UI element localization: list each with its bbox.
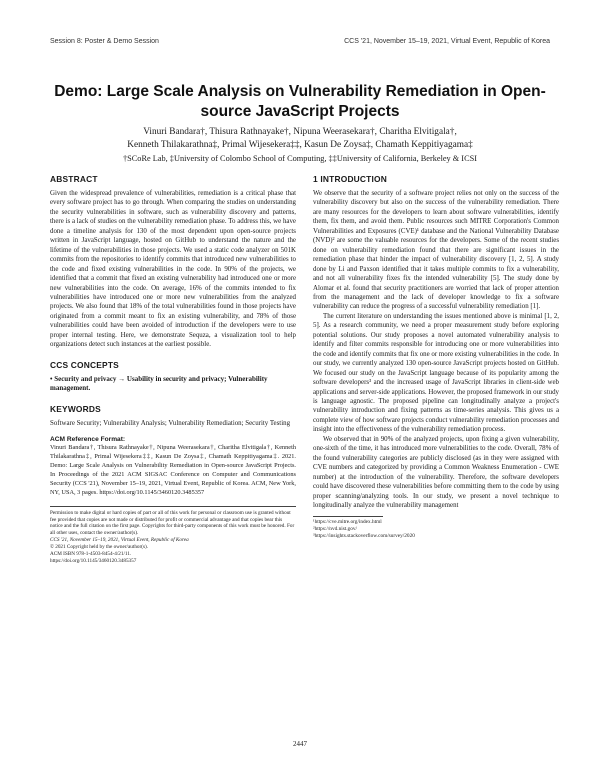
running-header-right: CCS '21, November 15–19, 2021, Virtual Event, Republic of Korea (344, 38, 550, 45)
author-line-1: Vinuri Bandara†, Thisura Rathnayake†, Nipuna Weerasekara†, Charitha Elvitigala†, (143, 127, 457, 137)
author-block (40, 126, 560, 165)
footnote-2[interactable]: ²https://nvd.nist.gov/ (313, 526, 357, 533)
permission-isbn: ACM ISBN 978-1-4503-8454-4/21/11. (50, 551, 132, 558)
permission-doi[interactable]: https://doi.org/10.1145/3460120.3485357 (50, 557, 137, 564)
introduction-paragraph-3: We observed that in 90% of the analyzed projects, upon fixing a given vulnerability, one-sixth of the time, it has introduced more vulnerabilities to the code. Overall, 78% of the found vulnerability categories are publicly disclosed (as in they were assigned with CVE numbers and categorized by providing a Common Weakness Enumeration - CWE number) at the introduction of the vulnerability. Therefore, the software developers could have discovered these vulnerabilities before committing them to the code by using proper scanning/analyzing tools. In our study, we present a novel technique to longitudinally analyze the vulnerability management (313, 435, 559, 509)
introduction-paragraph-2: The current literature on understanding the issues mentioned above is minimal [1, 2, 5]. As a research community, we need a proper measurement study before exploring potential solutions. Our study proposes a novel automated vulnerability analysis to identify and filter commits responsible for introducing one or more vulnerabilities into the code and identify commits that fix one or more existing vulnerabilities in the code. In our study, we currently analyzed 130 open-source JavaScript projects hosted on GitHub. We focused our study on the JavaScript language because of its popularity among the software developers³ and the increased usage of JavaScript libraries in client-side web applications and server-side applications. However, the proposed framework in our study is language agnostic. The proposed pipeline can longitudinally analyze a project's vulnerability introduction and fixing patterns as time-series analysis. This gives us a complete view of how software projects conduct vulnerability remediation processes and insight into the effectiveness of the vulnerability remediation process. (313, 312, 559, 434)
introduction-paragraph-1: We observe that the security of a software project relies not only on the success of the vulnerability discovery but also on the success of the vulnerability remediation. There are many resources for the developers to learn about software vulnerabilities, identify them, fix them, and avoid them. Public resources such MITRE Corporation's Common Vulnerabilities and Exposures (CVE)¹ database and the National Vulnerability Database (NVD)² are some the valuable resources for the developers. Some of the recent studies done on vulnerability remediation found that there are significant issues in the remediation phase that hinder the impact of vulnerability discovery [1, 2, 5]. A study done by Li and Paxson identified that it takes multiple commits to fix a vulnerability, and not all vulnerability fixes fix the intended vulnerability [5]. The study done by Alomar et al. found that security practitioners are worried that lack of proper attention from the management and the lack of developer knowledge to fix a software vulnerability can reduce the progress of a successful vulnerability remediation [1]. (313, 190, 559, 311)
keywords-text: Software Security; Vulnerability Analysis; Vulnerability Remediation; Security Testing (50, 419, 291, 427)
footnote-3[interactable]: ³https://insights.stackoverflow.com/survey/2020 (313, 533, 415, 540)
author-line-2: Kenneth Thilakarathna‡, Primal Wijesekera‡‡, Kasun De Zoysa‡, Chamath Keppitiyagama‡ (127, 140, 473, 150)
left-column (50, 174, 296, 565)
permission-venue: CCS '21, November 15–19, 2021, Virtual Event, Republic of Korea (50, 537, 189, 544)
permission-copyright: © 2021 Copyright held by the owner/author(s). (50, 544, 149, 551)
abstract-text: Given the widespread prevalence of vulnerabilities, remediation is a critical phase that every software project has to go through. When comparing the studies on understanding the security vulnerabilities in software, such as vulnerability discovery and patterns, there is a lack of studies on the vulnerability remediation phase. To address this, we have done a timeline analysis for 130 of the most dependent upon open-source projects written in JavaScript language, hosted on GitHub to understand the nature and the lifetime of the vulnerabilities in those projects. We used a static code analyzer on 501K commits from the repositories to identify commits that introduced new vulnerabilities to the code and fixed existing vulnerabilities in the code. In 90% of the projects, we identified that a commit that fixed an existing vulnerability had introduced one or more new vulnerabilities into the code. On average, 16% of the commits intended to fix vulnerabilities have introduced one or more new vulnerabilities from the analyzed projects. We also found that 18% of the total vulnerabilities found in those projects have originated from a commit meant to fix an existing vulnerability, and 78% of those vulnerabilities could have been avoided of introduction if the developers were to use proper internal testing. Here, we demonstrate Sequza, a visualization tool to help organizations detect such instances at the earliest possible. (50, 190, 296, 349)
running-header-left: Session 8: Poster & Demo Session (50, 38, 159, 45)
ccs-concepts-heading: CCS CONCEPTS (50, 359, 119, 370)
introduction-heading: 1 INTRODUCTION (313, 174, 387, 184)
affiliations: †SCoRe Lab, ‡University of Colombo School of Computing, ‡‡University of California, Berkeley & ICSI (123, 154, 477, 163)
footnote-1[interactable]: ¹https://cve.mitre.org/index.html (313, 519, 382, 526)
page-number: 2447 (293, 740, 307, 748)
reference-format-heading: ACM Reference Format: (50, 436, 126, 444)
right-column (313, 174, 559, 540)
footnote-divider (313, 516, 383, 517)
paper-title: Demo: Large Scale Analysis on Vulnerability Remediation in Open-source JavaScript Projects (54, 83, 546, 120)
keywords-heading: KEYWORDS (50, 403, 101, 414)
reference-format-text: Vinuri Bandara†, Thisura Rathnayake†, Nipuna Weerasekara†, Charitha Elvitigala†, Kenneth Thilakarathna‡, Primal Wijesekera‡‡, Kasun De Zoysa‡, Chamath Keppitiyagama‡. 2021. Demo: Large Scale Analysis on Vulnerability Remediation in Open-source JavaScript Projects. In Proceedings of the 2021 ACM SIGSAC Conference on Computer and Communications Security (CCS '21), November 15–19, 2021, Virtual Event, Republic of Korea. ACM, New York, NY, USA, 3 pages. https://doi.org/10.1145/3460120.3485357 (50, 444, 296, 496)
permission-text: Permission to make digital or hard copies of part or all of this work for personal or classroom use is granted without fee provided that copies are not made or distributed for profit or commercial advantage and that copies bear this notice and the full citation on the first page. Copyrights for third-party components of this work must be honored. For all other uses, contact the owner/author(s). (50, 509, 295, 537)
abstract-heading: ABSTRACT (50, 174, 98, 184)
ccs-concepts-text: • Security and privacy → Usability in security and privacy; Vulnerability management. (50, 374, 268, 393)
